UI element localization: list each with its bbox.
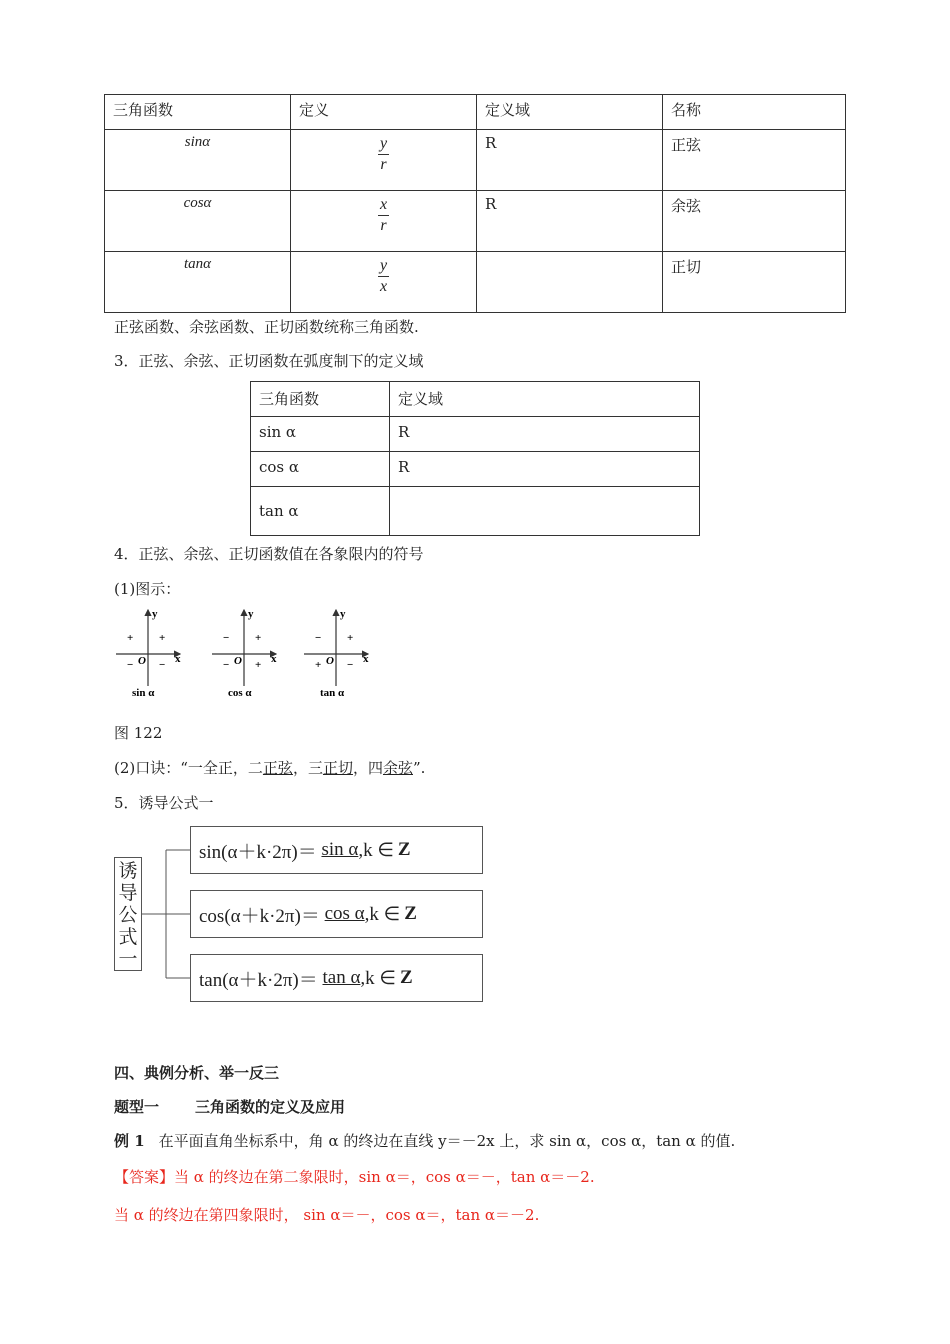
q3-sign: − (127, 659, 134, 671)
denominator: r (380, 156, 387, 173)
mnemonic-text: (2)口诀：“一全正，二 (114, 759, 263, 777)
q4-sign: − (347, 659, 354, 671)
type-label: 题型一 (114, 1098, 160, 1116)
domain-cell: R (477, 191, 663, 252)
header-cell: 定义 (291, 95, 477, 130)
mnemonic-text: ，三 (292, 759, 323, 777)
formula-answer: cos α (324, 903, 365, 924)
problem-type (114, 1096, 345, 1117)
integer-set: Z (404, 903, 417, 924)
name-cell: 余弦 (663, 191, 846, 252)
function-cell: cos α (251, 452, 390, 487)
diagram-label: sin α (132, 687, 155, 699)
y-axis-label: y (340, 608, 346, 620)
tan-quadrant-diagram (304, 608, 369, 699)
label-char: 式 (118, 926, 138, 948)
formula-rhs: ,k ∈ (360, 967, 396, 989)
header-cell: 定义域 (477, 95, 663, 130)
header-cell: 三角函数 (251, 382, 390, 417)
note-text: 正弦函数、余弦函数、正切函数统称三角函数. (114, 318, 419, 336)
fraction (378, 134, 389, 175)
definition-cell (291, 191, 477, 252)
mnemonic-answer: 正切 (322, 759, 353, 777)
header-cell: 名称 (663, 95, 846, 130)
formula-rhs: ,k ∈ (358, 839, 394, 861)
section-3-title: 3．正弦、余弦、正切函数在弧度制下的定义域 (114, 352, 424, 370)
origin-label: O (234, 655, 242, 667)
formula-answer: sin α (321, 839, 359, 860)
cos-quadrant-diagram (212, 608, 277, 699)
formula-lhs: tan(α＋k·2π)＝ (199, 969, 318, 991)
diagram-label: cos α (228, 687, 252, 699)
formula-answer: tan α (322, 967, 361, 988)
section-4-title: 4．正弦、余弦、正切函数值在各象限内的符号 (114, 545, 424, 563)
example-text: 在平面直角坐标系中，角 α 的终边在直线 y＝－2x 上，求 sin α，cos α，tan α 的值. (158, 1132, 736, 1150)
denominator: x (379, 278, 388, 295)
domain-cell: R (477, 130, 663, 191)
y-axis-label: y (248, 608, 254, 620)
label-char: 诱 (118, 860, 138, 882)
function-cell: sinα (105, 130, 291, 191)
domain-cell (390, 487, 700, 536)
label-char: 导 (118, 882, 138, 904)
domain-cell: R (390, 417, 700, 452)
definition-cell (291, 252, 477, 313)
mnemonic-answer: 余弦 (382, 759, 413, 777)
type-title: 三角函数的定义及应用 (195, 1098, 346, 1116)
integer-set: Z (397, 839, 411, 860)
q2-sign: − (315, 632, 322, 644)
q4-sign: + (255, 659, 262, 671)
q3-sign: + (315, 659, 322, 671)
denominator: r (380, 217, 387, 234)
domain-cell: R (390, 452, 700, 487)
section-heading: 四、典例分析、举一反三 (114, 1064, 280, 1082)
label-char: 公 (118, 904, 138, 926)
quadrant-sign-diagrams (112, 604, 382, 704)
q2-sign: − (223, 632, 230, 644)
function-cell: tan α (251, 487, 390, 536)
label-char: 一 (118, 948, 138, 970)
origin-label: O (326, 655, 334, 667)
formula-lhs: sin(α＋k·2π)＝ (199, 841, 317, 863)
definition-cell (291, 130, 477, 191)
fraction (378, 195, 389, 236)
function-cell: sin α (251, 417, 390, 452)
answer-line-1: 【答案】当 α 的终边在第二象限时，sin α＝，cos α＝－，tan α＝－2. (114, 1168, 595, 1186)
q1-sign: + (255, 632, 262, 644)
q1-sign: + (347, 632, 354, 644)
q3-sign: − (223, 659, 230, 671)
name-cell: 正切 (663, 252, 846, 313)
mnemonic-text: ，四 (352, 759, 383, 777)
mnemonic-line (114, 757, 425, 778)
numerator: y (378, 256, 389, 277)
sin-formula-box (190, 826, 483, 874)
name-cell: 正弦 (663, 130, 846, 191)
formula-rhs: ,k ∈ (364, 903, 401, 925)
function-cell: tanα (105, 252, 291, 313)
cos-formula-box (190, 890, 483, 938)
sin-quadrant-diagram (116, 608, 181, 699)
integer-set: Z (399, 967, 413, 988)
y-axis-label: y (152, 608, 158, 620)
q4-sign: − (159, 659, 166, 671)
formula-lhs: cos(α＋k·2π)＝ (199, 905, 320, 927)
header-cell: 定义域 (390, 382, 700, 417)
q2-sign: + (127, 632, 134, 644)
numerator: x (378, 195, 389, 216)
domain-cell (477, 252, 663, 313)
example-label: 例 1 (114, 1132, 145, 1150)
diagram-label: tan α (320, 687, 345, 699)
domain-table (250, 381, 700, 536)
header-cell: 三角函数 (105, 95, 291, 130)
q1-sign: + (159, 632, 166, 644)
mnemonic-answer: 正弦 (262, 759, 293, 777)
answer-line-2: 当 α 的终边在第四象限时， sin α＝－，cos α＝，tan α＝－2. (114, 1206, 540, 1224)
example-1 (114, 1130, 735, 1151)
section-5-title: 5．诱导公式一 (114, 794, 214, 812)
mnemonic-text: ”. (413, 759, 426, 777)
figure-caption: 图 122 (114, 724, 163, 742)
x-axis-label: x (271, 653, 277, 665)
induction-formula-label (114, 857, 142, 971)
x-axis-label: x (175, 653, 181, 665)
origin-label: O (138, 655, 146, 667)
subsection-diagram-title: (1)图示： (114, 580, 181, 598)
bracket-connector (142, 840, 192, 990)
tan-formula-box (190, 954, 483, 1002)
function-cell: cosα (105, 191, 291, 252)
trig-definition-table (104, 94, 846, 313)
numerator: y (378, 134, 389, 155)
fraction (378, 256, 389, 297)
x-axis-label: x (363, 653, 369, 665)
